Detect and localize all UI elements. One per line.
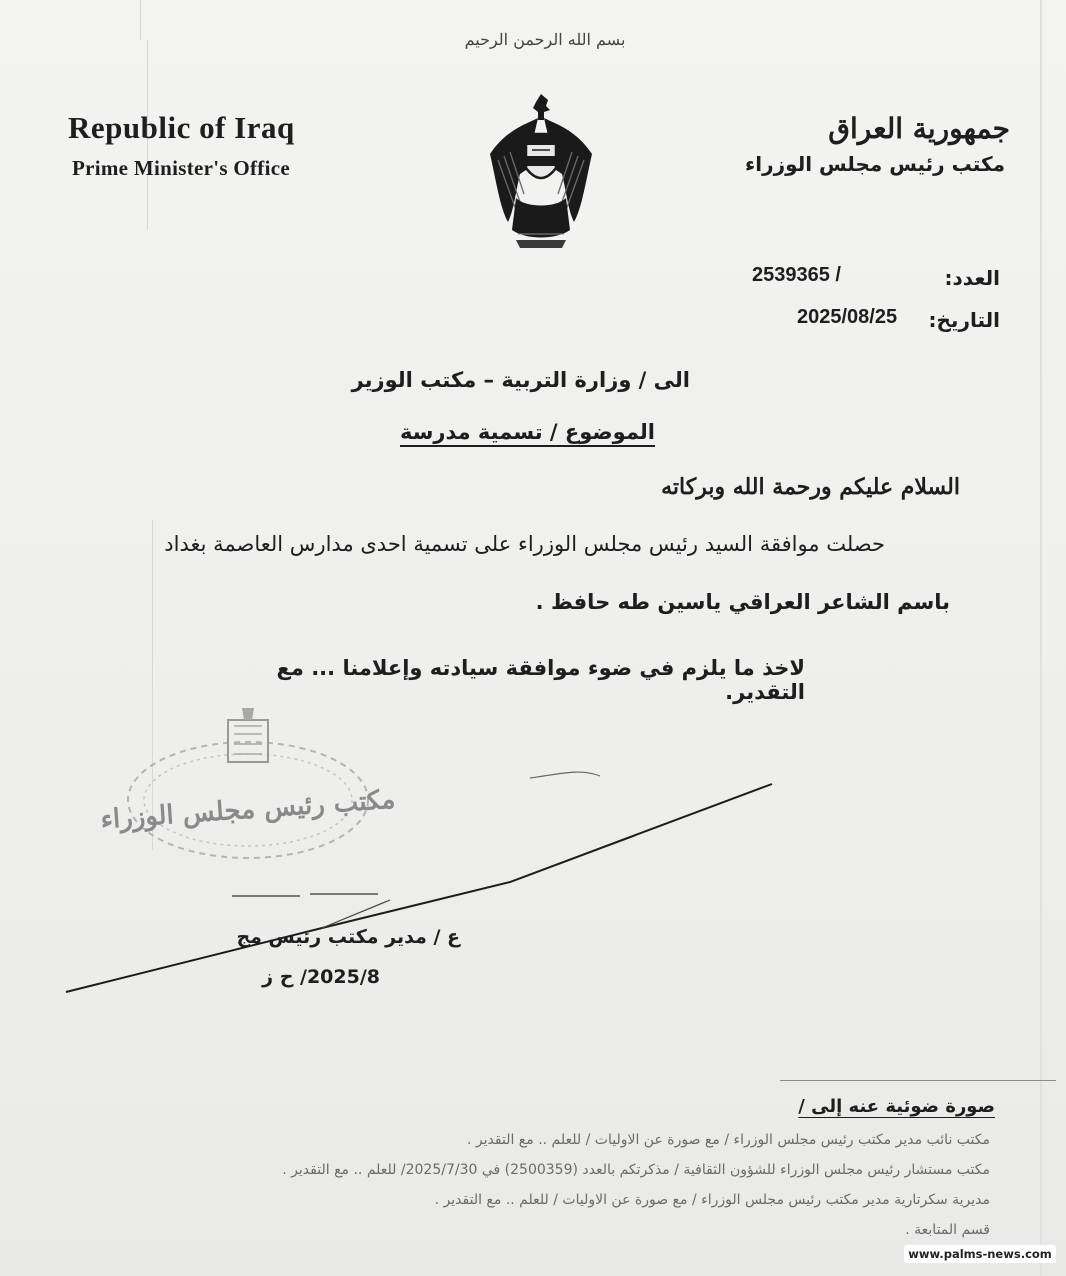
signature-date: 2025/8/ ح ز bbox=[262, 966, 380, 988]
basmala-header: بسم الله الرحمن الرحيم bbox=[464, 30, 626, 49]
subject-text: الموضوع / تسمية مدرسة bbox=[400, 420, 655, 444]
body-line-2: باسم الشاعر العراقي ياسين طه حافظ . bbox=[535, 590, 950, 614]
copy-recipient-4: قسم المتابعة . bbox=[905, 1222, 990, 1238]
copy-recipient-1: مكتب نائب مدير مكتب رئيس مجلس الوزراء / مع صورة عن الاوليات / للعلم .. مع التقدير . bbox=[467, 1132, 990, 1148]
greeting-line: السلام عليكم ورحمة الله وبركاته bbox=[661, 474, 960, 500]
reference-date-value: 2025/08/25 bbox=[797, 306, 898, 328]
body-line-3: لاخذ ما يلزم في ضوء موافقة سيادته وإعلامنا ... مع التقدير. bbox=[276, 656, 805, 704]
redacted-line bbox=[230, 888, 380, 900]
iraq-eagle-emblem-icon bbox=[486, 90, 596, 250]
copies-divider bbox=[780, 1080, 1056, 1081]
signer-title: ع / مدير مكتب رئيس مج bbox=[236, 926, 460, 948]
copy-recipient-3: مديرية سكرتارية مدير مكتب رئيس مجلس الوزراء / مع صورة عن الاوليات / للعلم .. مع التقدير . bbox=[434, 1192, 990, 1208]
reference-number-label: العدد: bbox=[944, 266, 1000, 290]
reference-date-label: التاريخ: bbox=[928, 308, 1000, 332]
signature-stroke bbox=[60, 770, 780, 1000]
country-name-ar: جمهورية العراق bbox=[828, 112, 1010, 145]
subject-line bbox=[300, 420, 655, 444]
copy-recipient-2: مكتب مستشار رئيس مجلس الوزراء للشؤون الثقافية / مذكرتكم بالعدد (2500359) في 2025/7/30/ للعلم .. مع التقدير . bbox=[282, 1162, 990, 1178]
recipient-line: الى / وزارة التربية – مكتب الوزير bbox=[351, 368, 690, 392]
office-name-ar: مكتب رئيس مجلس الوزراء bbox=[745, 152, 1005, 176]
body-line-1: حصلت موافقة السيد رئيس مجلس الوزراء على تسمية احدى مدارس العاصمة بغداد bbox=[164, 532, 885, 556]
fold-line-top bbox=[140, 0, 141, 40]
stamp-text: مكتب رئيس مجلس الوزراء bbox=[99, 784, 397, 836]
site-watermark: www.palms-news.com bbox=[904, 1245, 1056, 1263]
copies-title bbox=[780, 1096, 995, 1117]
office-name-en: Prime Minister's Office bbox=[72, 156, 290, 180]
country-name-en: Republic of Iraq bbox=[68, 110, 295, 145]
copies-title-text: صورة ضوئية عنه إلى / bbox=[798, 1096, 995, 1117]
reference-number-value: 2539365 / bbox=[752, 264, 841, 286]
fold-line-right bbox=[1040, 0, 1042, 1276]
